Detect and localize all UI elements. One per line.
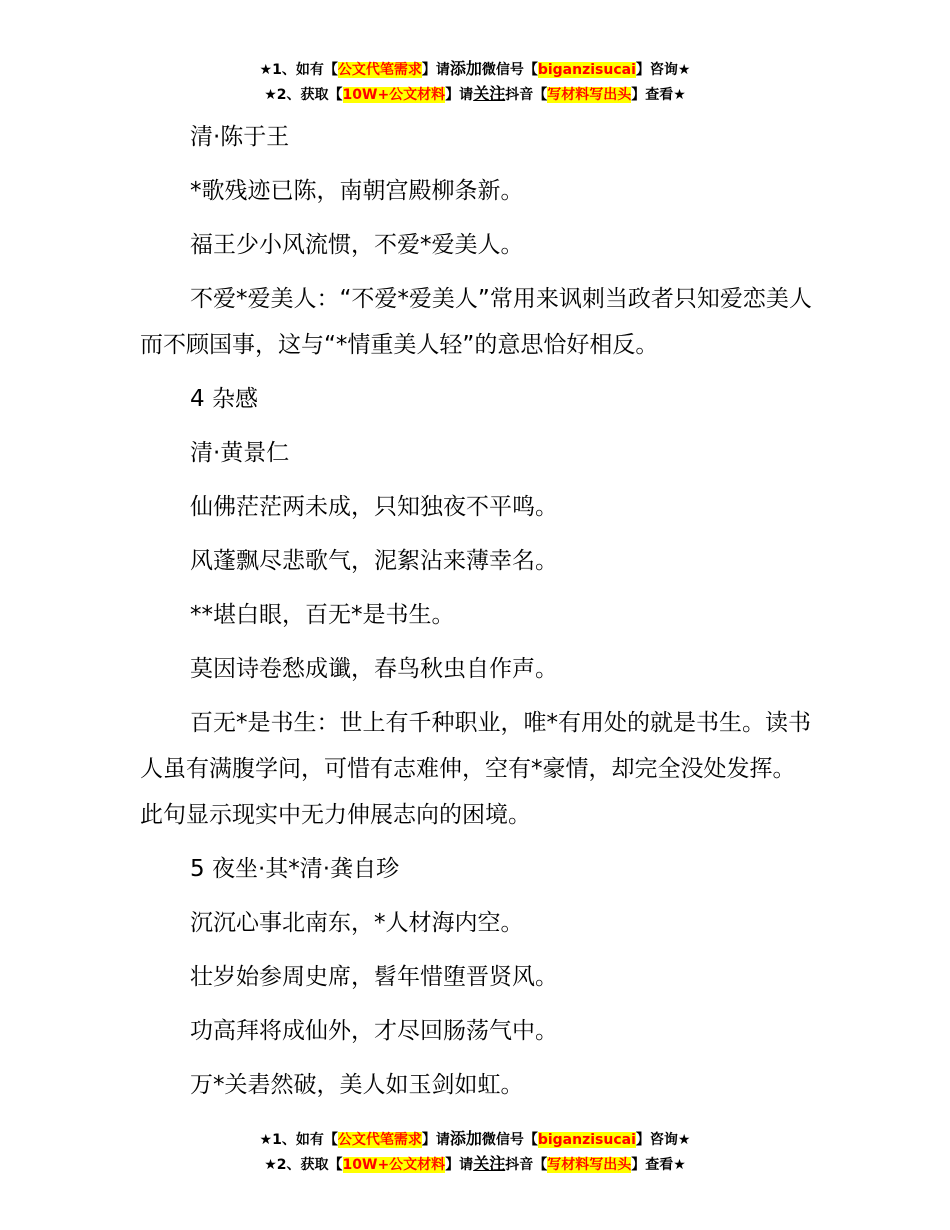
banner-text: 微信号【 [481, 62, 538, 78]
banner-text: 】查看★ [631, 87, 686, 103]
poem-author: 清·黄景仁 [190, 440, 290, 466]
banner-highlight: 公文代笔需求 [337, 1132, 422, 1148]
banner-emphasis: 添加 [449, 59, 482, 78]
banner-text: 抖音【 [505, 87, 548, 103]
banner-text: ★1、如有【 [259, 62, 338, 78]
banner-highlight: 10W+公文材料 [342, 1157, 446, 1173]
banner-text: 微信号【 [481, 1132, 538, 1148]
banner-emphasis: 关注 [473, 1154, 506, 1173]
banner-text: 】请 [445, 1157, 474, 1173]
banner-highlight: 写材料写出头 [547, 87, 632, 103]
banner-line-2 [0, 1152, 950, 1177]
section-heading: 5 夜坐·其*清·龚自珍 [190, 856, 400, 882]
poem-line: **堪白眼，百无*是书生。 [190, 602, 455, 628]
banner-line-1 [0, 1127, 950, 1152]
poem-line: 仙佛茫茫两未成，只知独夜不平鸣。 [190, 494, 558, 520]
poem-line: 万*关砉然破，美人如玉剑如虹。 [190, 1072, 524, 1098]
banner-text: 】咨询★ [635, 1132, 691, 1148]
poem-line: 功高拜将成仙外，才尽回肠荡气中。 [190, 1018, 558, 1044]
poem-line: 福王少小风流惯，不爱*爱美人。 [190, 232, 524, 258]
banner-text: 】请 [421, 1132, 450, 1148]
poem-author: 清·陈于王 [190, 124, 290, 150]
section-heading: 4 杂感 [190, 386, 258, 412]
banner-text: ★2、获取【 [264, 1157, 343, 1173]
header-banner [0, 57, 950, 107]
banner-text: 】查看★ [631, 1157, 686, 1173]
footer-banner [0, 1127, 950, 1177]
banner-highlight: biganzisucai [537, 1132, 636, 1148]
banner-text: 】咨询★ [635, 62, 691, 78]
poem-line: 风蓬飘尽悲歌气，泥絮沾来薄幸名。 [190, 548, 558, 574]
poem-line: 沉沉心事北南东，*人材海内空。 [190, 910, 524, 936]
banner-line-1 [0, 57, 950, 82]
banner-line-2 [0, 82, 950, 107]
poem-line: 莫因诗卷愁成谶，春鸟秋虫自作声。 [190, 656, 558, 682]
banner-text: ★1、如有【 [259, 1132, 338, 1148]
annotation-paragraph: 百无*是书生：世上有千种职业，唯*有用处的就是书生。读书人虽有满腹学问，可惜有志难伸，空有*豪情，却完全没处发挥。此句显示现实中无力伸展志向的困境。 [140, 710, 811, 828]
banner-highlight: biganzisucai [537, 62, 636, 78]
banner-emphasis: 添加 [449, 1129, 482, 1148]
banner-text: 抖音【 [505, 1157, 548, 1173]
annotation-paragraph: 不爱*爱美人：“不爱*爱美人”常用来讽刺当政者只知爱恋美人而不顾国事，这与“*情重美人轻”的意思恰好相反。 [140, 286, 812, 358]
banner-highlight: 写材料写出头 [547, 1157, 632, 1173]
banner-text: 】请 [445, 87, 474, 103]
banner-emphasis: 关注 [473, 84, 506, 103]
poem-line: *歌残迹已陈，南朝宫殿柳条新。 [190, 178, 524, 204]
poem-line: 壮岁始参周史席，髫年惜堕晋贤风。 [190, 964, 558, 990]
document-body [140, 114, 812, 1116]
banner-highlight: 10W+公文材料 [342, 87, 446, 103]
banner-text: ★2、获取【 [264, 87, 343, 103]
banner-highlight: 公文代笔需求 [337, 62, 422, 78]
banner-text: 】请 [421, 62, 450, 78]
